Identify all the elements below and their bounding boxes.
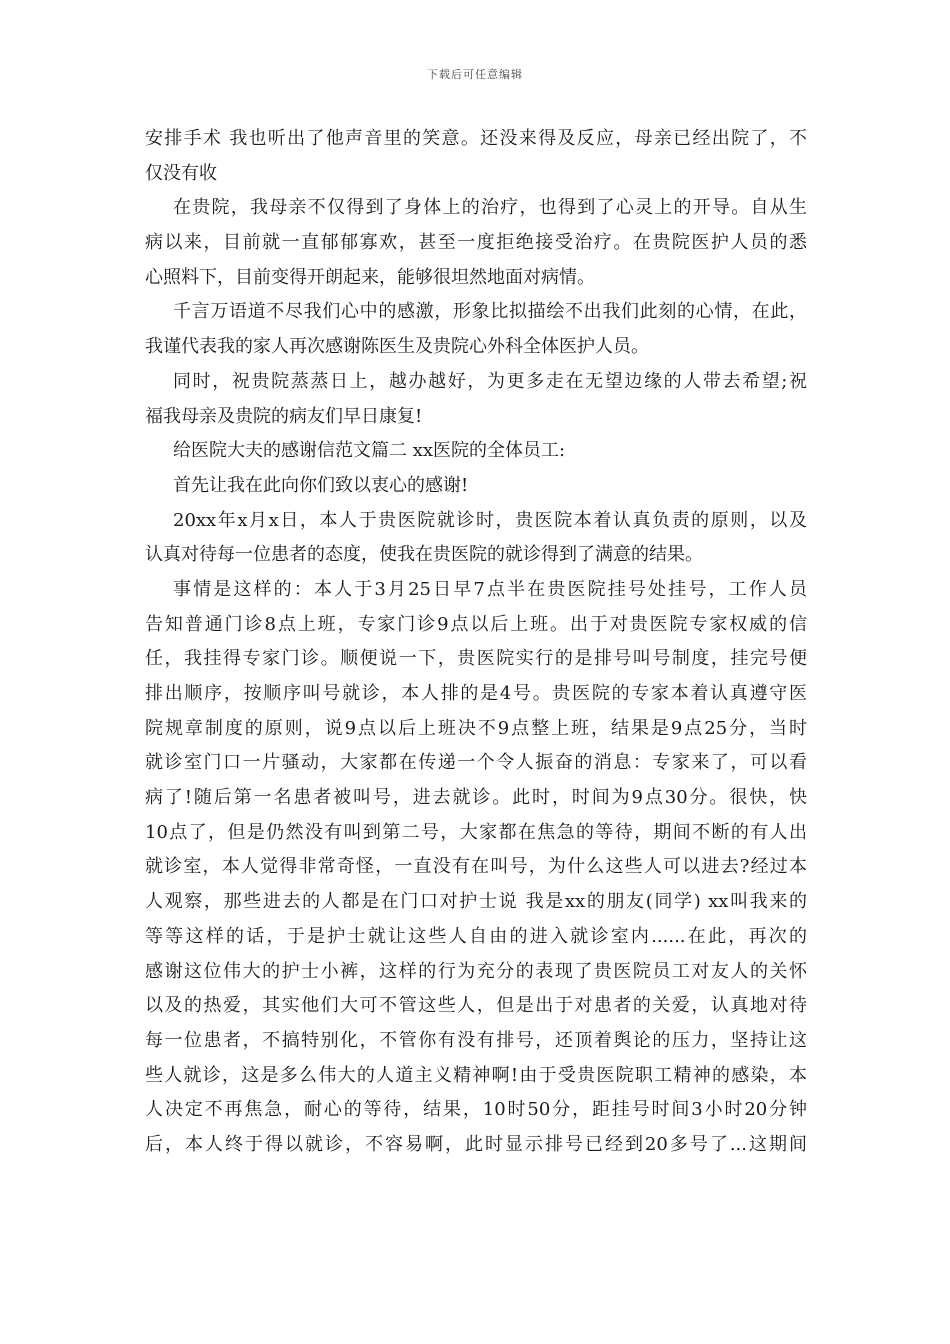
text-line: 千言万语道不尽我们心中的感激，形象比拟描绘不出我们此刻的心情，在此， bbox=[173, 301, 807, 323]
text-line: 首先让我在此向你们致以衷心的感谢! bbox=[173, 474, 469, 496]
text-line: 20xx年x月x日，本人于贵医院就诊时，贵医院本着认真负责的原则，以及 bbox=[173, 509, 807, 531]
page-header: 下载后可任意编辑 bbox=[427, 68, 523, 81]
text-line: 病了!随后第一名患者被叫号，进去就诊。此时，时间为9点30分。很快，快 bbox=[145, 787, 807, 809]
text-line: 心照料下，目前变得开朗起来，能够很坦然地面对病情。 bbox=[145, 266, 595, 288]
text-line: 就诊室门口一片骚动，大家都在传递一个令人振奋的消息：专家来了，可以看 bbox=[145, 752, 807, 774]
text-line: 10点了，但是仍然没有叫到第二号，大家都在焦急的等待，期间不断的有人出 bbox=[145, 821, 807, 843]
text-line: 人观察，那些进去的人都是在门口对护士说 我是xx的朋友(同学) xx叫我来的 bbox=[145, 891, 807, 913]
text-line: 安排手术 我也听出了他声音里的笑意。还没来得及反应，母亲已经出院了，不 bbox=[145, 128, 807, 149]
text-line: 以及的热爱，其实他们大可不管这些人，但是出于对患者的关爱，认真地对待 bbox=[145, 995, 807, 1017]
text-line: 给医院大夫的感谢信范文篇二 xx医院的全体员工: bbox=[173, 440, 566, 462]
text-line: 在贵院，我母亲不仅得到了身体上的治疗，也得到了心灵上的开导。自从生 bbox=[173, 197, 807, 219]
text-line: 后，本人终于得以就诊，不容易啊，此时显示排号已经到20多号了...这期间 bbox=[145, 1133, 807, 1155]
text-line: 任，我挂得专家门诊。顺便说一下，贵医院实行的是排号叫号制度，挂完号便 bbox=[145, 648, 807, 670]
text-line: 病以来，目前就一直郁郁寡欢，甚至一度拒绝接受治疗。在贵院医护人员的悉 bbox=[145, 232, 807, 254]
text-line: 人决定不再焦急，耐心的等待，结果，10时50分，距挂号时间3小时20分钟 bbox=[145, 1099, 807, 1121]
text-line: 就诊室，本人觉得非常奇怪，一直没有在叫号，为什么这些人可以进去?经过本 bbox=[145, 856, 807, 878]
text-line: 福我母亲及贵院的病友们早日康复! bbox=[145, 405, 423, 427]
text-line: 认真对待每一位患者的态度，使我在贵医院的就诊得到了满意的结果。 bbox=[145, 544, 703, 566]
text-line: 感谢这位伟大的护士小裤，这样的行为充分的表现了贵医院员工对友人的关怀 bbox=[145, 960, 807, 982]
text-line: 些人就诊，这是多么伟大的人道主义精神啊!由于受贵医院职工精神的感染，本 bbox=[145, 1064, 807, 1086]
text-line: 同时，祝贵院蒸蒸日上，越办越好，为更多走在无望边缘的人带去希望;祝 bbox=[173, 370, 807, 392]
text-line: 院规章制度的原则，说9点以后上班决不9点整上班，结果是9点25分，当时 bbox=[145, 717, 807, 739]
document-body bbox=[145, 122, 807, 1163]
text-line: 告知普通门诊8点上班，专家门诊9点以后上班。出于对贵医院专家权威的信 bbox=[145, 613, 807, 635]
text-line: 每一位患者，不搞特别化，不管你有没有排号，还顶着舆论的压力，坚持让这 bbox=[145, 1029, 807, 1051]
text-line: 事情是这样的：本人于3月25日早7点半在贵医院挂号处挂号，工作人员 bbox=[173, 578, 807, 600]
text-line: 排出顺序，按顺序叫号就诊，本人排的是4号。贵医院的专家本着认真遵守医 bbox=[145, 683, 807, 704]
text-line: 等等这样的话，于是护士就让这些人自由的进入就诊室内......在此，再次的 bbox=[145, 925, 807, 947]
text-line: 仅没有收 bbox=[145, 162, 217, 184]
text-line: 我谨代表我的家人再次感谢陈医生及贵院心外科全体医护人员。 bbox=[145, 336, 649, 358]
